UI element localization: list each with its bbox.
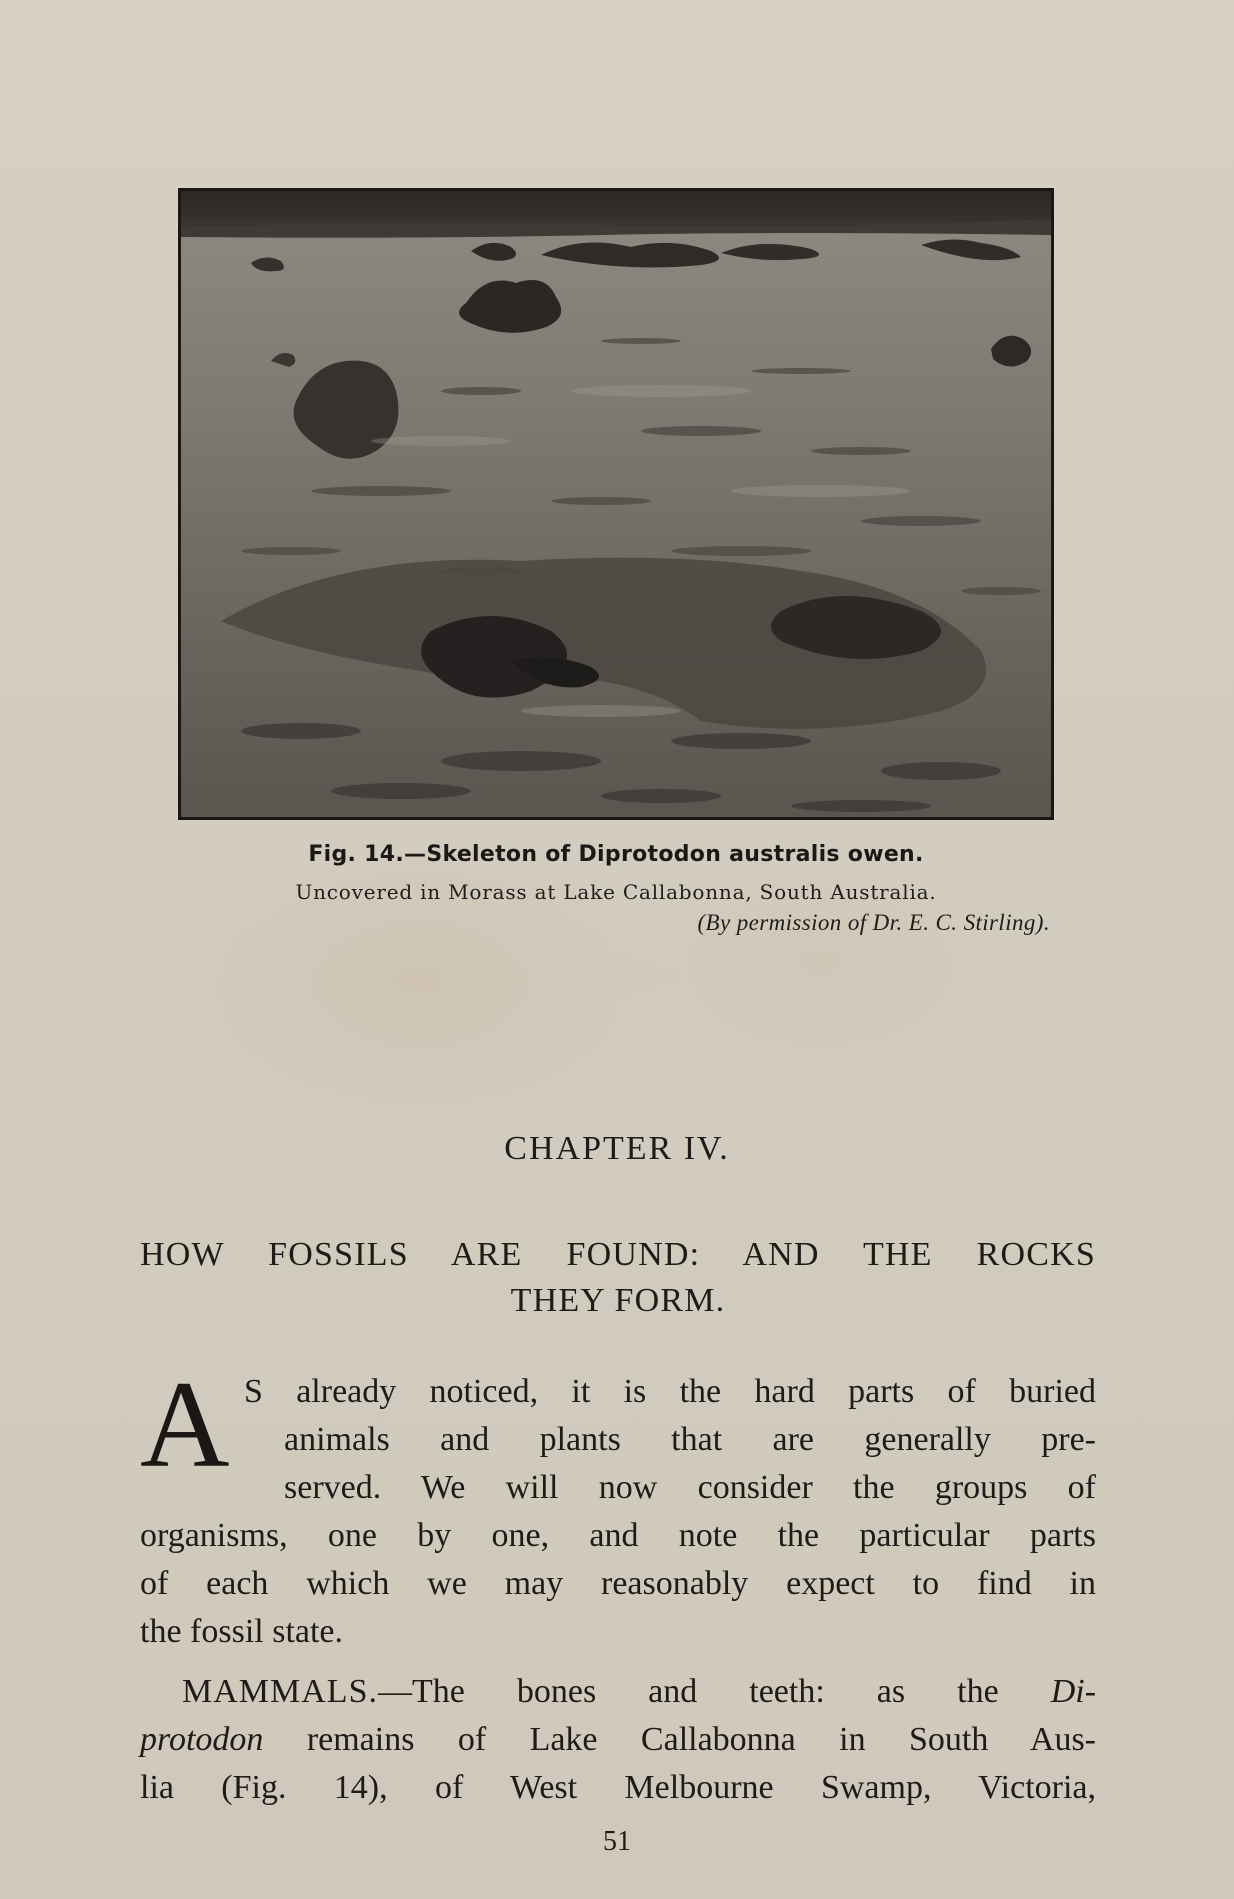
chapter-title-line-1: HOW FOSSILS ARE FOUND: AND THE ROCKS (140, 1236, 1096, 1273)
paragraph-2 (140, 1668, 1096, 1812)
paragraph-2-line-2-text: remains of Lake Callabonna in South Aus- (263, 1721, 1096, 1758)
paragraph-2-line-1-italic: Di- (1050, 1673, 1097, 1710)
figure-caption-subtitle: Uncovered in Morass at Lake Callabonna, South Australia. (295, 880, 937, 904)
paragraph-1-line-1: S already noticed, it is the hard parts of buried (244, 1373, 1096, 1410)
paragraph-2-line-1-text: —The bones and teeth: as the (377, 1673, 999, 1710)
figure-photograph (178, 188, 1054, 820)
page-number: 51 (603, 1826, 631, 1857)
chapter-number: CHAPTER IV. (504, 1130, 730, 1167)
paragraph-2-line-1 (140, 1668, 1096, 1716)
chapter-title (140, 1232, 1096, 1324)
figure-caption-credit: (By permission of Dr. E. C. Stirling). (697, 910, 1050, 935)
paragraph-1-line-2: animals and plants that are generally pre- (284, 1421, 1096, 1458)
paragraph-1-line-4: organisms, one by one, and note the particular parts (140, 1517, 1096, 1554)
drop-cap: A (140, 1356, 230, 1493)
paragraph-2-line-2 (140, 1716, 1096, 1764)
paragraph-2-line-3: lia (Fig. 14), of West Melbourne Swamp, Victoria, (140, 1769, 1096, 1806)
paragraph-1-line-3: served. We will now consider the groups of (284, 1469, 1096, 1506)
chapter-title-line-2: THEY FORM. (510, 1282, 726, 1319)
paragraph-1-line-5: of each which we may reasonably expect to find in (140, 1565, 1096, 1602)
lake-callabonna-photo (181, 191, 1051, 817)
paragraph-1 (140, 1356, 1096, 1656)
paragraph-2-line-2-italic: protodon (140, 1721, 264, 1758)
section-lead-mammals: MAMMALS. (182, 1673, 378, 1710)
figure-caption-title: Fig. 14.—Skeleton of Diprotodon australis owen. (308, 842, 924, 867)
paragraph-1-line-6: the fossil state. (140, 1613, 344, 1650)
